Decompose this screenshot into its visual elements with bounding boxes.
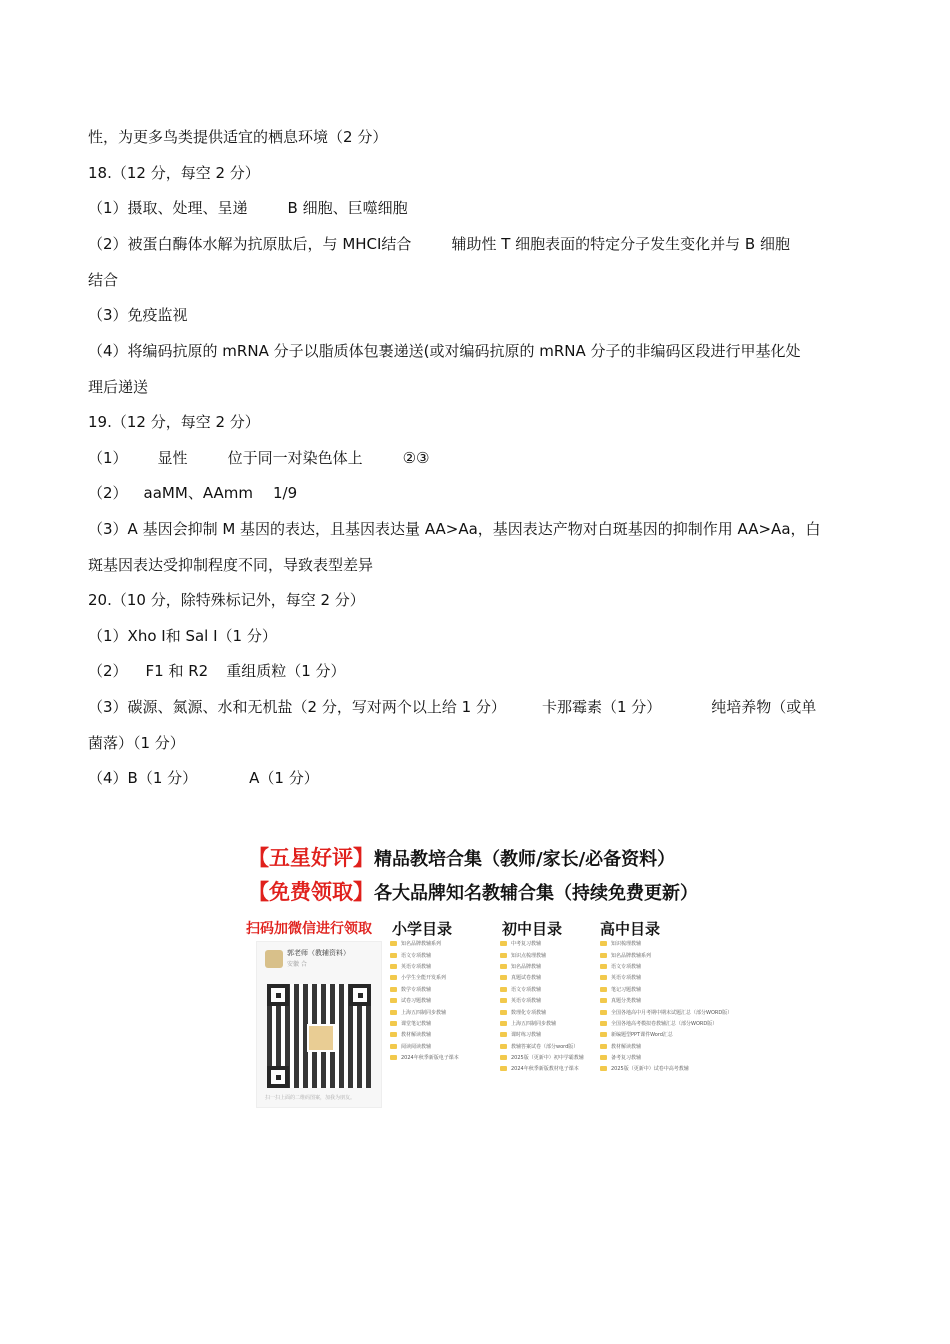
- folder-icon: [390, 1010, 397, 1015]
- primary-catalog-list: [390, 938, 500, 1063]
- answer-line: [88, 483, 297, 503]
- folder-label: 知名品牌教辅: [511, 963, 542, 970]
- folder-label: 语文专项教辅: [401, 952, 432, 959]
- folder-label: 教辅答案试卷（部分word版）: [511, 1043, 579, 1050]
- promo-tag-five-star: 【五星好评】: [248, 845, 374, 870]
- promo-tag-free: 【免费领取】: [248, 879, 374, 904]
- folder-item[interactable]: [600, 995, 710, 1006]
- folder-icon: [600, 1032, 607, 1037]
- answer-line: [88, 270, 118, 290]
- folder-icon: [500, 1032, 507, 1037]
- answer-line: [88, 127, 387, 147]
- qr-code-icon[interactable]: [267, 984, 371, 1088]
- folder-label: 数学专项教辅: [401, 986, 432, 993]
- folder-item[interactable]: [390, 961, 500, 972]
- folder-icon: [500, 1021, 507, 1026]
- folder-icon: [500, 1044, 507, 1049]
- answer-line: [88, 555, 373, 575]
- folder-label: 2024年秋季新版教材电子课本: [511, 1066, 579, 1073]
- folder-item[interactable]: [600, 1041, 710, 1052]
- answer-text: （2）被蛋白酶体水解为抗原肽后，与 MHCⅠ结合: [88, 235, 412, 253]
- high-catalog-title: 高中目录: [600, 920, 661, 938]
- folder-icon: [500, 1066, 507, 1071]
- folder-label: 阅读阅读教辅: [401, 1043, 432, 1050]
- answer-line: [88, 768, 319, 788]
- folder-icon: [390, 1021, 397, 1026]
- card-footer: 扫一扫上面的二维码图案，加我为朋友。: [265, 1095, 356, 1101]
- answer-line: [88, 234, 790, 254]
- folder-label: 2025版（更新中）初中学霸教辅: [511, 1055, 584, 1062]
- folder-label: 中考复习教辅: [511, 941, 542, 948]
- answer-text: （3）免疫监视: [88, 306, 188, 324]
- answer-line: [88, 163, 260, 183]
- folder-icon: [600, 964, 607, 969]
- folder-icon: [600, 987, 607, 992]
- answer-text: 显性: [157, 449, 188, 467]
- answer-text: A（1 分）: [249, 769, 319, 787]
- answer-text: （1）: [88, 449, 128, 467]
- answer-text: 1/9: [272, 484, 298, 502]
- answer-text: 结合: [88, 271, 119, 289]
- folder-icon: [500, 941, 507, 946]
- folder-item[interactable]: [500, 1006, 610, 1017]
- answer-text: （1）Xho Ⅰ和 Sal Ⅰ（1 分）: [88, 627, 277, 645]
- answer-text: 18.（12 分，每空 2 分）: [88, 164, 260, 182]
- folder-label: 教材解读教辅: [401, 1032, 432, 1039]
- folder-icon: [500, 998, 507, 1003]
- folder-item[interactable]: [390, 1029, 500, 1040]
- answer-line: [88, 412, 260, 432]
- folder-label: 知名品牌教辅系列: [611, 952, 652, 959]
- folder-label: 英语专项教辅: [611, 975, 642, 982]
- folder-icon: [390, 998, 397, 1003]
- folder-item[interactable]: [500, 1063, 610, 1074]
- folder-item[interactable]: [600, 1029, 710, 1040]
- folder-label: 真题分类教辅: [611, 998, 642, 1005]
- folder-item[interactable]: [600, 1006, 733, 1017]
- folder-item[interactable]: [500, 972, 610, 983]
- answer-text: 位于同一对染色体上: [227, 449, 363, 467]
- folder-label: 上海五四制同步教辅: [401, 1009, 447, 1016]
- folder-item[interactable]: [600, 938, 710, 949]
- folder-item[interactable]: [500, 1041, 610, 1052]
- answer-text: aaMM、AAmm: [143, 484, 253, 502]
- answer-line: [88, 661, 346, 681]
- folder-icon: [500, 964, 507, 969]
- promo-text-2: 各大品牌知名教辅合集（持续免费更新）: [374, 883, 698, 904]
- folder-item[interactable]: [600, 1063, 710, 1074]
- folder-item[interactable]: [500, 1052, 610, 1063]
- folder-icon: [600, 1066, 607, 1071]
- folder-label: 数理化专项教辅: [511, 1009, 547, 1016]
- folder-item[interactable]: [390, 1041, 500, 1052]
- answer-text: （2）: [88, 484, 128, 502]
- contact-name: 郭老师（教辅资料）: [287, 949, 350, 957]
- answer-line: [88, 448, 429, 468]
- folder-label: 英语专项教辅: [401, 963, 432, 970]
- folder-label: 语文专项教辅: [511, 986, 542, 993]
- middle-catalog-title: 初中目录: [502, 920, 563, 938]
- folder-item[interactable]: [390, 1052, 500, 1063]
- folder-label: 语文专项教辅: [611, 963, 642, 970]
- answer-text: 19.（12 分，每空 2 分）: [88, 413, 260, 431]
- answer-text: B 细胞、巨噬细胞: [287, 199, 408, 217]
- folder-icon: [390, 975, 397, 980]
- folder-item[interactable]: [390, 938, 500, 949]
- folder-label: 全国各地高中月考期中期末试题汇总（部分WORD版）: [611, 1009, 733, 1016]
- answer-text: F1 和 R2: [145, 662, 209, 680]
- folder-label: 英语专项教辅: [511, 998, 542, 1005]
- folder-icon: [390, 941, 397, 946]
- contact-location: 安徽 合: [287, 961, 307, 968]
- folder-label: 知识点梳理教辅: [511, 952, 547, 959]
- folder-label: 知识梳理教辅: [611, 941, 642, 948]
- folder-icon: [500, 1055, 507, 1060]
- answer-text: 性，为更多鸟类提供适宜的栖息环境（2 分）: [88, 128, 388, 146]
- promo-banner[interactable]: [244, 838, 733, 1108]
- folder-label: 课时练习教辅: [511, 1032, 542, 1039]
- answer-text: ②③: [402, 449, 430, 467]
- folder-icon: [600, 953, 607, 958]
- folder-item[interactable]: [500, 961, 610, 972]
- answer-line: [88, 305, 188, 325]
- answer-line: [88, 590, 365, 610]
- answer-line: [88, 733, 185, 753]
- primary-catalog-title: 小学目录: [392, 920, 453, 938]
- answer-text: 20.（10 分，除特殊标记外，每空 2 分）: [88, 591, 365, 609]
- answer-text: （3）碳源、氮源、水和无机盐（2 分，写对两个以上给 1 分）: [88, 698, 506, 716]
- folder-item[interactable]: [500, 949, 610, 960]
- folder-icon: [600, 941, 607, 946]
- wechat-card[interactable]: [256, 941, 382, 1108]
- folder-item[interactable]: [500, 984, 610, 995]
- answer-line: [88, 519, 821, 539]
- scan-instruction: 扫码加微信进行领取: [246, 921, 372, 937]
- folder-item[interactable]: [500, 995, 610, 1006]
- answer-text: 理后递送: [88, 378, 149, 396]
- folder-icon: [390, 1032, 397, 1037]
- folder-icon: [500, 975, 507, 980]
- folder-label: 课堂笔记教辅: [401, 1020, 432, 1027]
- folder-label: 2024年秋季新版电子课本: [401, 1055, 459, 1062]
- answer-text: （1）摄取、处理、呈递: [88, 199, 248, 217]
- answer-text: 辅助性 T 细胞表面的特定分子发生变化并与 B 细胞: [451, 235, 790, 253]
- folder-icon: [500, 987, 507, 992]
- answer-text: 斑基因表达受抑制程度不同，导致表型差异: [88, 556, 374, 574]
- answer-text: （4）将编码抗原的 mRNA 分子以脂质体包裹递送(或对编码抗原的 mRNA 分子的非编码区段进行甲基化处: [88, 342, 801, 360]
- folder-label: 新编题型PPT课件Word汇总: [611, 1032, 673, 1039]
- answer-line: [88, 626, 277, 646]
- folder-icon: [390, 964, 397, 969]
- high-catalog-list: [600, 938, 733, 1075]
- folder-label: 教材解读教辅: [611, 1043, 642, 1050]
- folder-label: 2025版（更新中）试卷中高考教辅: [611, 1066, 689, 1073]
- folder-item[interactable]: [600, 972, 710, 983]
- folder-label: 全国各地高考模拟卷教辅汇总（部分WORD版）: [611, 1020, 718, 1027]
- answer-text: 纯培养物（或单: [711, 698, 817, 716]
- folder-item[interactable]: [390, 949, 500, 960]
- folder-item[interactable]: [500, 938, 610, 949]
- answer-text: 菌落）（1 分）: [88, 734, 185, 752]
- folder-item[interactable]: [500, 1029, 610, 1040]
- answer-text: 卡那霉素（1 分）: [541, 698, 662, 716]
- answer-line: [88, 198, 408, 218]
- folder-label: 上海五四制同步教辅: [511, 1020, 557, 1027]
- promo-headline-1: [248, 842, 675, 872]
- folder-icon: [600, 975, 607, 980]
- folder-icon: [600, 1055, 607, 1060]
- folder-item[interactable]: [390, 1006, 500, 1017]
- folder-label: 备考复习教辅: [611, 1055, 642, 1062]
- answer-text: （4）B（1 分）: [88, 769, 198, 787]
- folder-icon: [390, 1044, 397, 1049]
- answer-line: [88, 341, 801, 361]
- folder-label: 笔记习题教辅: [611, 986, 642, 993]
- answer-line: [88, 377, 148, 397]
- avatar: [265, 950, 283, 968]
- promo-headline-2: [248, 876, 698, 906]
- folder-item[interactable]: [600, 1052, 710, 1063]
- folder-item[interactable]: [390, 1018, 500, 1029]
- promo-text-1: 精品教培合集（教师/家长/必备资料）: [374, 849, 676, 870]
- folder-item[interactable]: [390, 972, 500, 983]
- folder-item[interactable]: [600, 949, 710, 960]
- answer-text: （3）A 基因会抑制 M 基因的表达，且基因表达量 AA>Aa，基因表达产物对白斑基因的抑制作用 AA>Aa，白: [88, 520, 821, 538]
- answer-text: （2）: [88, 662, 128, 680]
- folder-icon: [390, 953, 397, 958]
- middle-catalog-list: [500, 938, 610, 1075]
- answer-line: [88, 697, 816, 717]
- folder-icon: [600, 1044, 607, 1049]
- folder-icon: [600, 1021, 607, 1026]
- folder-icon: [600, 998, 607, 1003]
- folder-icon: [500, 953, 507, 958]
- folder-item[interactable]: [390, 984, 500, 995]
- folder-label: 知名品牌教辅系列: [401, 941, 442, 948]
- folder-item[interactable]: [600, 961, 710, 972]
- answer-text: 重组质粒（1 分）: [226, 662, 346, 680]
- folder-icon: [390, 1055, 397, 1060]
- folder-label: 小学生全能开发系列: [401, 975, 447, 982]
- folder-item[interactable]: [500, 1018, 610, 1029]
- folder-icon: [500, 1010, 507, 1015]
- folder-item[interactable]: [390, 995, 500, 1006]
- folder-label: 试卷习题教辅: [401, 998, 432, 1005]
- folder-icon: [600, 1010, 607, 1015]
- folder-item[interactable]: [600, 984, 710, 995]
- folder-item[interactable]: [600, 1018, 718, 1029]
- folder-icon: [390, 987, 397, 992]
- folder-label: 真题试卷教辅: [511, 975, 542, 982]
